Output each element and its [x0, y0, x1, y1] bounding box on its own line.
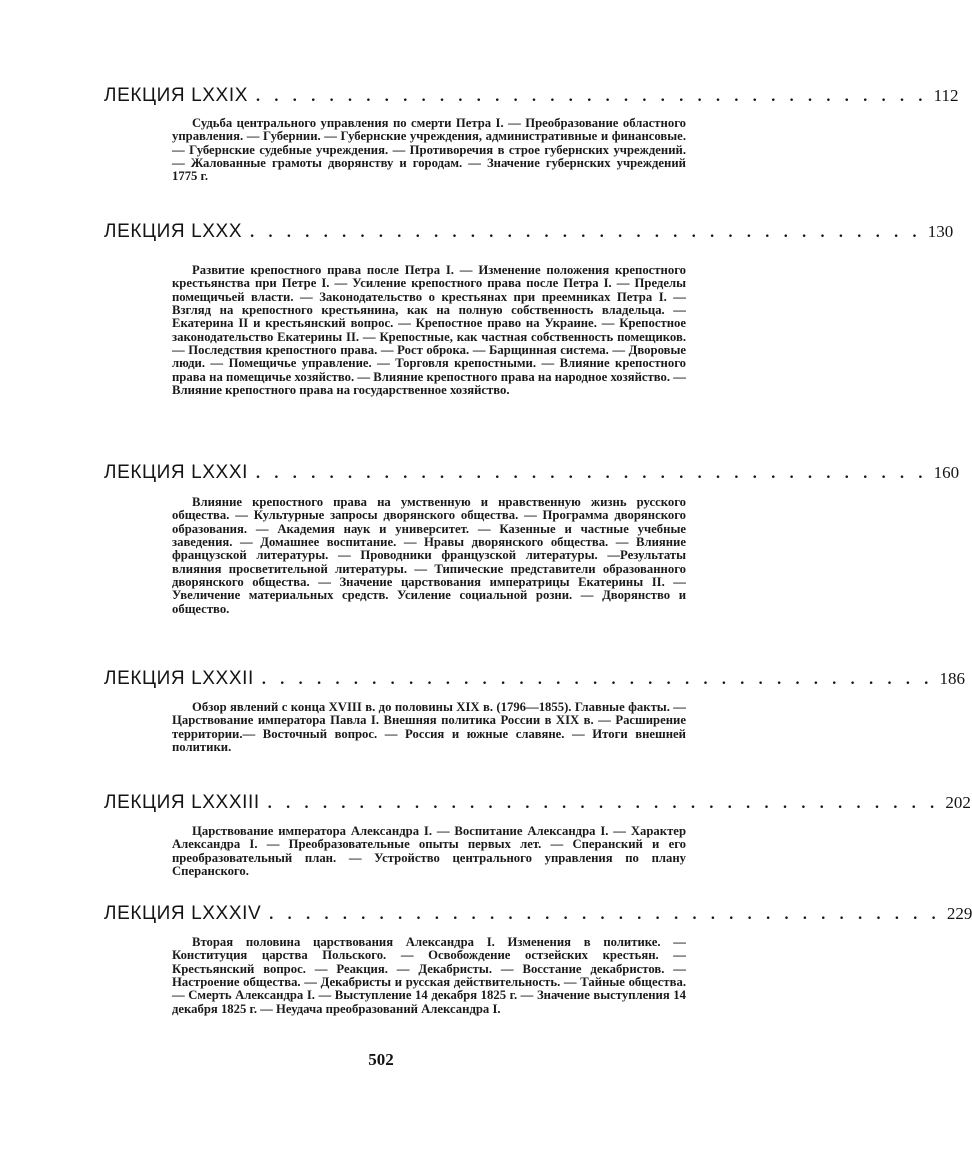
lecture-page-ref: 186: [939, 669, 965, 688]
lecture-summary: Обзор явлений с конца XVIII в. до половины XIX в. (1796—1855). Главные факты. — Царствование императора Павла I. Внешняя политика России в XIX в. — Расширение территории.— Восточный вопрос. — Россия и южные славяне. — Итоги внешней политики.: [172, 700, 686, 755]
page-number: 502: [368, 1050, 394, 1069]
lecture-title: ЛЕКЦИЯ LXXXIV: [104, 903, 262, 924]
lecture-83: [104, 790, 971, 816]
lecture-summary: Влияние крепостного права на умственную и нравственную жизнь русского общества. — Культурные запросы дворянского общества. — Программа дворянского образования. — Академия наук и университет. — Казенные и частные учебные заведения. — Домашнее воспитание. — Нравы дворянского общества. — Влияние французской литературы. — Проводники французской литературы. —Результаты влияния просветительной литературы. — Типические представители образованного дворянского общества. — Значение царствования императрицы Екатерины II. — Увеличение материальных средств. Усиление социальной розни. — Дворянство и общество.: [172, 495, 686, 616]
dot-leader: . . . . . . . . . . . . . . . . . . . . . . . . . . . . . . . . . . . . .: [261, 671, 934, 688]
lecture-80: [104, 219, 954, 245]
lecture-summary: Вторая половина царствования Александра I. Изменения в политике. — Конституция царства Польского. — Освобождение остзейских крестьян. — Крестьянский вопрос. — Реакция. — Декабристы. — Восстание декабристов. — Настроение общества. — Декабристы и русская действительность. — Тайные общества. — Смерть Александра I. — Выступление 14 декабря 1825 г. — Значение выступления 14 декабря 1825 г. — Неудача преобразований Александра I.: [172, 935, 686, 1016]
lecture-title: ЛЕКЦИЯ LXXXIII: [104, 792, 260, 813]
lecture-page-ref: 130: [927, 222, 954, 241]
lecture-summary: Царствование императора Александра I. — Воспитание Александра I. — Характер Александра I. — Преобразовательные опыты первых лет. — Сперанский и его преобразовательный план. — Устройство центрального управления по плану Сперанского.: [172, 824, 686, 879]
lecture-79: [104, 83, 959, 109]
dot-leader: . . . . . . . . . . . . . . . . . . . . . . . . . . . . . . . . . . . . .: [256, 465, 928, 482]
lecture-heading: [104, 460, 960, 486]
lecture-heading: [104, 83, 959, 109]
lecture-heading: [104, 790, 971, 816]
dot-leader: . . . . . . . . . . . . . . . . . . . . . . . . . . . . . . . . . . . . .: [256, 88, 928, 105]
lecture-heading: [104, 901, 972, 927]
lecture-title: ЛЕКЦИЯ LXXXI: [104, 462, 248, 483]
lecture-title: ЛЕКЦИЯ LXXX: [104, 221, 243, 242]
lecture-summary: Развитие крепостного права после Петра I. — Изменение положения крепостного крестьянства при Петре I. — Усиление крепостного права после Петра I. — Пределы помещичьей власти. — Законодательство о крестьянах при преемниках Петра I. — Взгляд на крепостного крестьянина, как на полную собственность владельца. — Екатерина II и крестьянский вопрос. — Крепостное право на Украине. — Крепостное законодательство Екатерины II. — Крепостные, как частная собственность помещиков. — Последствия крепостного права. — Рост оброка. — Барщинная система. — Дворовые люди. — Помещичье управление. — Торговля крепостными. — Влияние крепостного права на помещичье хозяйство. — Влияние крепостного права на народное хозяйство. — Влияние крепостного права на государственное хозяйство.: [172, 263, 686, 398]
lecture-page-ref: 112: [933, 86, 959, 105]
lecture-heading: [104, 666, 965, 692]
lecture-heading: [104, 219, 954, 245]
lecture-page-ref: 229: [946, 904, 972, 923]
lecture-81: [104, 460, 960, 486]
lecture-82: [104, 666, 965, 692]
lecture-title: ЛЕКЦИЯ LXXIX: [104, 85, 248, 106]
lecture-84: [104, 901, 972, 927]
dot-leader: . . . . . . . . . . . . . . . . . . . . . . . . . . . . . . . . . . . . .: [250, 224, 922, 241]
lecture-page-ref: 160: [933, 463, 960, 482]
lecture-title: ЛЕКЦИЯ LXXXII: [104, 668, 254, 689]
lecture-summary: Судьба центрального управления по смерти Петра I. — Преобразование областного управления. — Губернии. — Губернские учреждения, административные и финансовые. — Губернские судебные учреждения. — Противоречия в строе губернских учреждений. — Жалованные грамоты дворянству и городам. — Значение губернских учреждений 1775 г.: [172, 116, 686, 184]
lecture-page-ref: 202: [945, 793, 971, 812]
dot-leader: . . . . . . . . . . . . . . . . . . . . . . . . . . . . . . . . . . . . .: [267, 795, 940, 812]
dot-leader: . . . . . . . . . . . . . . . . . . . . . . . . . . . . . . . . . . . . .: [269, 906, 941, 923]
